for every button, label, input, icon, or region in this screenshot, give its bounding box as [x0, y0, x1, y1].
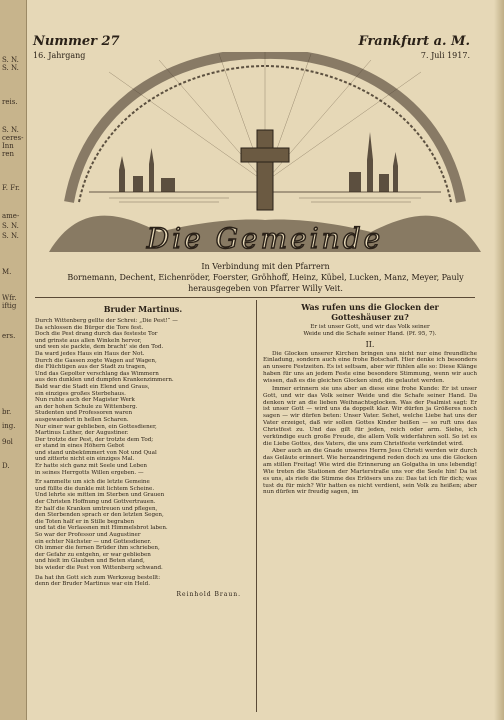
poem-stanza [35, 479, 251, 571]
poem-line: ein einziges großes Sterbehaus. [35, 390, 126, 397]
poem-line: Durch Wittenberg gellte der Schrei: „Die Pest!“ — [35, 318, 178, 324]
poem-line: Er sammelte um sich die letzte Gemeine [35, 479, 150, 486]
city: Frankfurt a. M. [358, 34, 470, 49]
strip-fragment: ceres- [2, 134, 24, 142]
masthead-line-1: In Verbindung mit den Pfarrern [201, 262, 330, 271]
poem-line: Oh immer die fernen Brüder ihm schrieben, [35, 545, 160, 552]
poem-line: in seines Herrgotts Willen ergeben. — [35, 469, 144, 476]
poem-line: Und das Gepolter verschlang das Wimmern [35, 370, 159, 377]
article-paragraph: Immer erinnern sie uns aber an diese eine frohe Kunde: Er ist unser Gott, und wir das Volk seiner Weide und die Schafe seiner Hand. Da denken wir an die lieben Weihnachtsglocken. Was der Psalmist sagt: Er ist unser Gott — wird uns da doppelt klar. Wir dürfen ja Größeres noch sagen — wir dürfen beten: Unser Vater. Sehet, welche Liebe hat uns der Vater erzeiget, daß wir sollen Gottes Kinder heißen — so ruft uns das Christfest zu. Und das gilt für jeden, reich oder arm. Siehe, ich verkündige euch große Freude, die allem Volk widerfahren soll. So ist es die Liebe Gottes, des Vaters, die uns zum Christfeste verkündet wird. [263, 385, 477, 447]
poem-line: Er hatte sich ganz mit Seele und Leben [35, 463, 148, 470]
strip-fragment: br. [2, 408, 12, 416]
masthead-drawing [49, 52, 481, 262]
strip-fragment: ers. [2, 332, 16, 340]
poem-line: die Flüchtigen aus der Stadt zu tragen, [35, 364, 147, 371]
strip-fragment: Wfr. [2, 294, 17, 302]
poem-line: Bald war die Stadt ein Elend und Graus, [35, 383, 150, 390]
article-column [263, 302, 477, 497]
poem-line: er stand in eines Höhern Gebot [35, 443, 125, 450]
poem-signature: Reinhold Braun. [176, 590, 241, 598]
article-paragraph: Aber auch an die Gnade unseres Herrn Jesu Christi werden wir durch das Geläute erinnert. Wie herzandringend reden doch zu uns die Glocken am stillen Freitag! Wie wird die Erinnerung an Golgatha in uns lebendig! Wie treten die Stationen der Marterstraße uns vor die Seele hin! Da ist es uns, als riefe die Stimme des Erlösers uns zu: Das tat ich für dich; was tust du für mich? Wir hatten es nicht verdient, sein Volk zu heißen; aber nun dürfen wir freudig sagen, im [263, 448, 477, 496]
adjacent-page-strip [0, 0, 27, 720]
poem-line: und wen sie packte, dem bracht' sie den Tod. [35, 344, 164, 351]
article-motto-line-1: Er ist unser Gott, und wir das Volk seiner [310, 324, 430, 330]
strip-fragment: S. N. [2, 64, 19, 72]
header-rule [35, 297, 475, 298]
strip-fragment: F. Fr. [2, 184, 20, 192]
strip-fragment: D. [2, 462, 10, 470]
masthead-line-2: Bornemann, Dechent, Eichenröder, Foerster, Gröhhoff, Heinz, Kübel, Lucken, Manz, Meyer, Pauly [67, 273, 464, 282]
masthead-line-3: herausgegeben von Pfarrer Willy Veit. [188, 284, 343, 293]
issue-date: 7. Juli 1917. [420, 51, 470, 60]
strip-fragment: reis. [2, 98, 18, 106]
poem-line: Er half die Kranken umtreuen und pflegen, [35, 505, 158, 512]
poem-line: und zitterte nicht ein einziges Mal. [35, 456, 135, 463]
strip-fragment: Inn [2, 142, 14, 150]
strip-fragment: S. N. [2, 222, 19, 230]
poem-title: Bruder Martinus. [103, 304, 183, 314]
poem-line: Martinus Luther, der Augustiner. [35, 430, 129, 437]
strip-fragment: M. [2, 268, 12, 276]
poem-line: der Christen Hoffnung und Gottvertrauen. [35, 499, 156, 506]
poem-line: Und lehrte sie mitten im Sterben und Grauen [35, 492, 165, 499]
poem-line: und hielt im Glauben und Beten stand, [35, 558, 145, 565]
article-title-line-1: Was rufen uns die Glocken der [301, 302, 439, 312]
masthead-illustration [49, 52, 481, 262]
strip-fragment: S. N. [2, 56, 19, 64]
poem-line: Studenten und Professoren waren [35, 410, 133, 417]
strip-fragment: S. N. [2, 126, 19, 134]
poem-line: und grinste aus allen Winkeln hervor, [35, 337, 142, 344]
volume-year: 16. Jahrgang [33, 51, 86, 60]
masthead-title: Die Gemeinde [146, 222, 384, 255]
strip-fragment: ame- [2, 212, 20, 220]
article-paragraph: Die Glocken unserer Kirchen bringen uns nicht nur eine freundliche Einladung, sondern auch eine frohe Botschaft. Hier denke ich besonders an unsere Festzeiten. Es ist seltsam, aber wir fühlen alle so: Diese Klänge haben für uns an jedem Feste eine besondere Stimmung, wenn wir auch wissen, daß es die gleichen Glocken sind, die gelautet werden. [263, 350, 477, 384]
poem-line: Der trotzte der Pest, der trotzte dem Tod; [35, 436, 154, 443]
poem-line: Da schlossen die Bürger die Tore fest. [35, 324, 144, 331]
strip-fragment: ren [2, 150, 14, 158]
scan-edge [494, 0, 504, 720]
poem-line: Da ward jedes Haus ein Haus der Not. [35, 350, 145, 357]
poem-line: bis wieder die Pest von Wittenberg schwand. [35, 564, 163, 571]
poem-line: Nun ruhte auch der Magister Werk [35, 397, 135, 404]
poem-line: Da hat ihn Gott sich zum Werkzeug bestellt: [35, 574, 161, 581]
article-motto-line-2: Weide und die Schafe seiner Hand. (Pf. 95, 7). [303, 330, 437, 337]
poem-stanza [35, 318, 251, 476]
poem-line: den Sterbenden sprach er den letzten Segen, [35, 512, 164, 519]
poem-line: Nur einer war geblieben, ein Gottesdiener, [35, 423, 157, 430]
poem-column [35, 304, 251, 598]
poem-line: ausgewandert in hellen Scharen. [35, 416, 129, 423]
strip-fragment: iftig [2, 302, 17, 310]
poem-line: ein echter Nächster — und Gottesdiener. [35, 538, 152, 545]
article-section-number: II. [365, 339, 375, 349]
column-divider [256, 300, 257, 712]
poem-line: und füllte die dunkle mit lichtem Scheine. [35, 485, 155, 492]
poem-line: So war der Professor und Augustiner [35, 532, 141, 538]
poem-line: Doch die Pest drang durch das festeste Tor [35, 331, 158, 338]
article-body [263, 351, 477, 497]
strip-fragment: 9ol [2, 438, 13, 446]
poem-line: die Toten half er in Stille begraben [35, 518, 135, 525]
poem-stanza [35, 575, 251, 588]
poem-line: Durch die Gassen zogte Wagen auf Wagen, [35, 357, 157, 364]
poem-body [35, 318, 251, 588]
poem-line: denn der Bruder Martinus war ein Held. [35, 581, 150, 588]
strip-fragment: ing. [2, 422, 16, 430]
poem-line: aus den dunklen und dumpfen Krankenzimmern. [35, 377, 174, 384]
newspaper-page [27, 0, 504, 720]
poem-line: der Gefahr zu entgehn, er war geblieben [35, 551, 151, 558]
issue-number: Nummer 27 [33, 34, 120, 49]
poem-line: und stand unbekümmert von Not und Qual [35, 449, 157, 456]
poem-line: und tat die Verlassnen mit Himmelsbrot laben. [35, 525, 168, 532]
article-title-line-2: Gotteshäuser zu? [331, 312, 409, 322]
strip-fragment: S. N. [2, 232, 19, 240]
poem-line: an der hohen Schule zu Wittenberg. [35, 403, 138, 410]
